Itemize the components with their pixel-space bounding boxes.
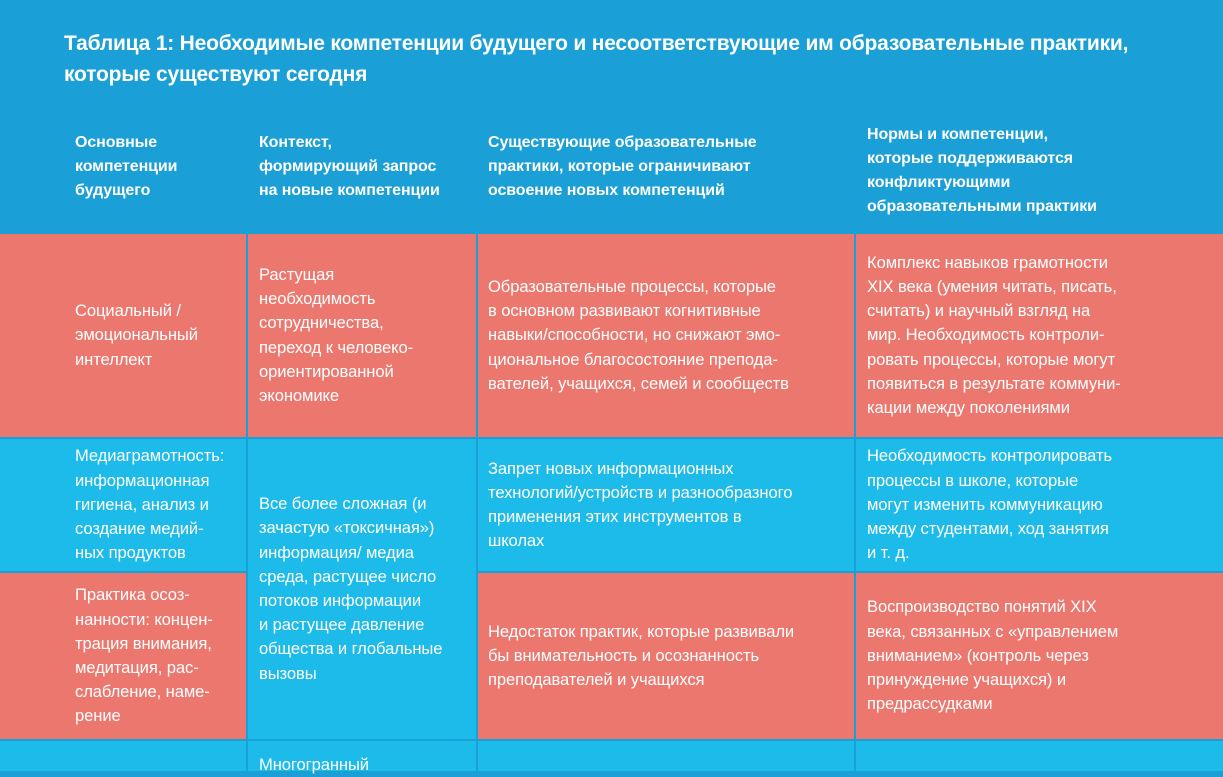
cell-line: потоков информации bbox=[259, 591, 422, 610]
cell-line: Недостаток практик, которые развивали bbox=[488, 621, 795, 641]
cell-line: Воспроизводство понятий XIX bbox=[867, 597, 1097, 617]
cell-media-norms bbox=[856, 439, 1223, 571]
cell-line: медитация, рас- bbox=[75, 658, 199, 677]
cell-line: Комплекс навыков грамотности bbox=[867, 252, 1108, 272]
cell-line: появиться в результате коммуни- bbox=[867, 373, 1121, 393]
cell-line: Основные bbox=[75, 134, 158, 151]
cell-social-norms bbox=[856, 234, 1223, 437]
cell-social-competence bbox=[0, 234, 246, 437]
cell-line: Практика осоз- bbox=[75, 585, 190, 605]
cell-line: ровать процессы, которые могут bbox=[867, 349, 1116, 369]
cell-line: конфликтующими bbox=[867, 174, 1011, 191]
cell-line: Необходимость контролировать bbox=[867, 446, 1112, 466]
cell-line: практики, которые ограничивают bbox=[488, 158, 751, 175]
cell-line: вниманием» (контроль через bbox=[867, 645, 1089, 665]
cell-media-practices bbox=[478, 439, 854, 571]
cell-line: Социальный / bbox=[75, 301, 181, 321]
cell-line: Растущая bbox=[259, 264, 335, 284]
cell-line: рение bbox=[75, 706, 121, 726]
header-cell-norms bbox=[856, 102, 1223, 232]
cell-line: принуждение учащихся) и bbox=[867, 670, 1067, 690]
cell-line: гигиена, анализ и bbox=[75, 494, 209, 514]
cell-line: на новые компетенции bbox=[259, 182, 440, 199]
cell-line: XIX века (умения читать, писать, bbox=[867, 276, 1117, 296]
cell-line: ных продуктов bbox=[75, 543, 186, 563]
cell-line: информация/ медиа bbox=[259, 542, 414, 562]
cell-line: создание медий- bbox=[75, 519, 204, 539]
cell-line: кации между поколениями bbox=[867, 398, 1070, 417]
cell-line: и растущее давление bbox=[259, 615, 425, 635]
cell-line: слабление, наме- bbox=[75, 682, 210, 702]
cell-mindfulness-practices bbox=[478, 573, 854, 739]
cell-line: применения этих инструментов в bbox=[488, 507, 742, 526]
cell-line: среда, растущее число bbox=[259, 566, 437, 586]
cell-line: ориентированной bbox=[259, 361, 394, 381]
table-title: Таблица 1: Необходимые компетенции будущего и несоответствующие им образовательные практики, которые существуют сегодня bbox=[64, 32, 1129, 86]
cell-line: общества и глобальные bbox=[259, 639, 443, 659]
header-cell-practices bbox=[478, 102, 854, 232]
cell-shared-context bbox=[248, 439, 476, 739]
cell-line: которые поддерживаются bbox=[867, 150, 1073, 167]
cell-line: мир. Необходимость контроли- bbox=[867, 325, 1105, 345]
cell-line: компетенции bbox=[75, 158, 178, 175]
cell-mindfulness-norms bbox=[856, 573, 1223, 739]
cell-line: экономике bbox=[259, 385, 339, 405]
header-cell-context bbox=[248, 102, 476, 232]
cell-line: Все более сложная (и bbox=[259, 494, 427, 514]
cell-line: трация внимания, bbox=[75, 633, 212, 653]
cell-line: могут изменить коммуникацию bbox=[867, 494, 1103, 514]
cell-line: школах bbox=[488, 531, 545, 551]
cell-line: Запрет новых информационных bbox=[488, 458, 734, 478]
cell-line: Многогранный bbox=[259, 755, 369, 774]
cell-line: преподавателей и учащихся bbox=[488, 670, 705, 690]
cell-line: между студентами, ход занятия bbox=[867, 519, 1109, 539]
cell-line: в основном развивают когнитивные bbox=[488, 301, 761, 321]
cell-line: предрассудками bbox=[867, 694, 993, 714]
header-cell-competencies bbox=[64, 102, 246, 232]
cell-line: необходимость bbox=[259, 289, 376, 309]
cell-media-competence bbox=[0, 439, 246, 571]
cell-line: зачастую «токсичная») bbox=[259, 518, 435, 538]
cell-line: образовательными практики bbox=[867, 198, 1097, 215]
cell-line: бы внимательность и осознанность bbox=[488, 645, 760, 665]
cell-line: информационная bbox=[75, 470, 210, 490]
cell-line: эмоциональный bbox=[75, 325, 198, 345]
cell-line: освоение новых компетенций bbox=[488, 182, 725, 199]
cell-mindfulness-competence bbox=[0, 573, 246, 739]
cell-line: вателей, учащихся, семей и сообществ bbox=[488, 373, 789, 393]
cell-line: Существующие образовательные bbox=[488, 134, 757, 151]
cell-line: процессы в школе, которые bbox=[867, 470, 1079, 490]
cell-line: и т. д. bbox=[867, 543, 910, 563]
cell-line: сотрудничества, bbox=[259, 313, 384, 333]
cell-line: циональное благосостояние препода- bbox=[488, 349, 778, 369]
cell-line: технологий/устройств и разнообразного bbox=[488, 482, 793, 502]
cell-line: будущего bbox=[75, 182, 151, 199]
cell-line: вызовы bbox=[259, 663, 317, 683]
cell-social-context bbox=[248, 234, 476, 437]
cell-line: формирующий запрос bbox=[259, 158, 437, 175]
cell-social-practices bbox=[478, 234, 854, 437]
cell-line: навыки/способности, но снижают эмо- bbox=[488, 325, 781, 345]
cell-line: века, связанных с «управлением bbox=[867, 621, 1119, 641]
cell-line: интеллект bbox=[75, 349, 153, 369]
cell-line: переход к человеко- bbox=[259, 337, 414, 357]
cell-line: считать) и научный взгляд на bbox=[867, 301, 1091, 321]
cell-line: Контекст, bbox=[259, 134, 332, 151]
cell-line: Нормы и компетенции, bbox=[867, 126, 1049, 143]
cell-line: Медиаграмотность: bbox=[75, 446, 225, 466]
cell-line: нанности: концен- bbox=[75, 609, 213, 629]
cell-line: Образовательные процессы, которые bbox=[488, 276, 776, 296]
